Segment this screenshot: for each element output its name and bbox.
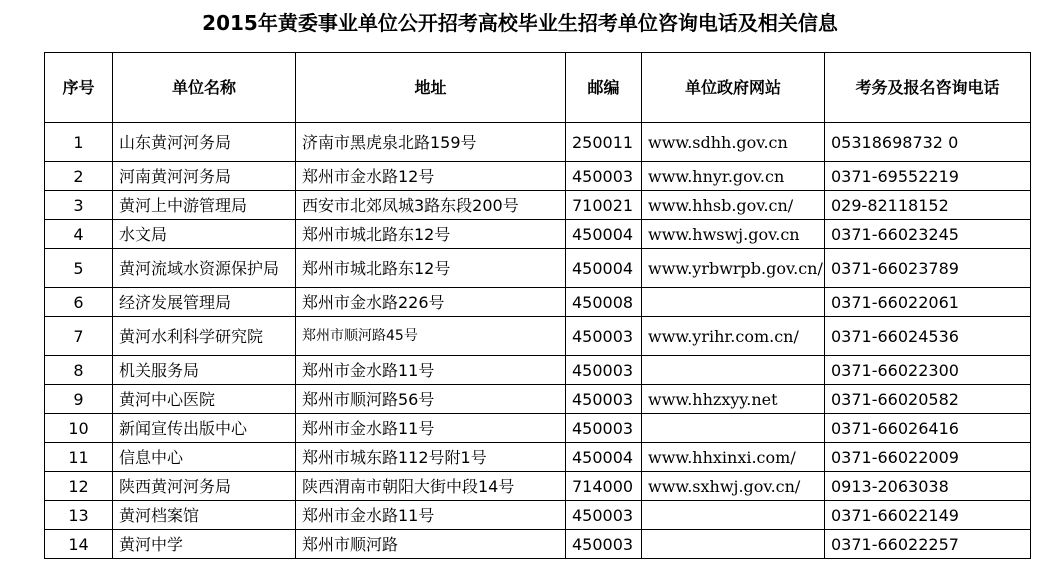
cell-index: 2 xyxy=(45,162,113,191)
table-row xyxy=(45,288,1031,317)
cell-website xyxy=(642,414,825,443)
cell-website: www.hhzxyy.net xyxy=(642,385,825,414)
cell-phone: 05318698732 0 xyxy=(825,123,1031,162)
table-row xyxy=(45,501,1031,530)
column-header-phone: 考务及报名咨询电话 xyxy=(825,53,1031,123)
cell-zip: 450003 xyxy=(566,501,642,530)
cell-unit-name: 黄河水利科学研究院 xyxy=(113,317,296,356)
cell-website: www.yrihr.com.cn/ xyxy=(642,317,825,356)
table-row xyxy=(45,162,1031,191)
cell-index: 14 xyxy=(45,530,113,559)
cell-website xyxy=(642,501,825,530)
cell-zip: 450003 xyxy=(566,530,642,559)
cell-website xyxy=(642,356,825,385)
page-title: 2015年黄委事业单位公开招考高校毕业生招考单位咨询电话及相关信息 xyxy=(202,11,838,35)
cell-website xyxy=(642,288,825,317)
cell-address: 郑州市顺河路56号 xyxy=(296,385,566,414)
cell-unit-name: 陕西黄河河务局 xyxy=(113,472,296,501)
cell-unit-name: 信息中心 xyxy=(113,443,296,472)
cell-zip: 450003 xyxy=(566,162,642,191)
cell-unit-name: 水文局 xyxy=(113,220,296,249)
table-row xyxy=(45,443,1031,472)
cell-phone: 0913-2063038 xyxy=(825,472,1031,501)
cell-zip: 710021 xyxy=(566,191,642,220)
cell-address: 郑州市城北路东12号 xyxy=(296,249,566,288)
cell-index: 3 xyxy=(45,191,113,220)
cell-phone: 0371-66023245 xyxy=(825,220,1031,249)
table-row xyxy=(45,220,1031,249)
cell-address: 济南市黑虎泉北路159号 xyxy=(296,123,566,162)
cell-index: 8 xyxy=(45,356,113,385)
cell-address: 郑州市金水路12号 xyxy=(296,162,566,191)
cell-zip: 450003 xyxy=(566,385,642,414)
cell-website: www.sdhh.gov.cn xyxy=(642,123,825,162)
cell-phone: 0371-66020582 xyxy=(825,385,1031,414)
table-row xyxy=(45,317,1031,356)
cell-address: 郑州市金水路226号 xyxy=(296,288,566,317)
cell-phone: 0371-66022061 xyxy=(825,288,1031,317)
cell-website: www.hhsb.gov.cn/ xyxy=(642,191,825,220)
cell-unit-name: 山东黄河河务局 xyxy=(113,123,296,162)
cell-index: 7 xyxy=(45,317,113,356)
cell-zip: 450003 xyxy=(566,414,642,443)
cell-unit-name: 黄河档案馆 xyxy=(113,501,296,530)
cell-unit-name: 河南黄河河务局 xyxy=(113,162,296,191)
cell-address: 郑州市顺河路 xyxy=(296,530,566,559)
cell-unit-name: 黄河上中游管理局 xyxy=(113,191,296,220)
cell-index: 6 xyxy=(45,288,113,317)
cell-address: 郑州市金水路11号 xyxy=(296,501,566,530)
cell-website: www.yrbwrpb.gov.cn/ xyxy=(642,249,825,288)
column-header-name: 单位名称 xyxy=(113,53,296,123)
cell-phone: 0371-66023789 xyxy=(825,249,1031,288)
column-header-address: 地址 xyxy=(296,53,566,123)
cell-address: 西安市北郊凤城3路东段200号 xyxy=(296,191,566,220)
cell-index: 11 xyxy=(45,443,113,472)
cell-unit-name: 新闻宣传出版中心 xyxy=(113,414,296,443)
cell-index: 9 xyxy=(45,385,113,414)
table-row xyxy=(45,249,1031,288)
cell-index: 10 xyxy=(45,414,113,443)
column-header-index: 序号 xyxy=(45,53,113,123)
cell-zip: 450003 xyxy=(566,317,642,356)
cell-address: 陕西渭南市朝阳大街中段14号 xyxy=(296,472,566,501)
column-header-zip: 邮编 xyxy=(566,53,642,123)
cell-index: 13 xyxy=(45,501,113,530)
cell-address: 郑州市金水路11号 xyxy=(296,414,566,443)
cell-zip: 250011 xyxy=(566,123,642,162)
cell-website: www.hwswj.gov.cn xyxy=(642,220,825,249)
cell-zip: 450004 xyxy=(566,443,642,472)
cell-phone: 0371-66026416 xyxy=(825,414,1031,443)
table-row xyxy=(45,530,1031,559)
cell-unit-name: 黄河流域水资源保护局 xyxy=(113,249,296,288)
table-body xyxy=(45,123,1031,559)
column-header-website: 单位政府网站 xyxy=(642,53,825,123)
cell-unit-name: 黄河中学 xyxy=(113,530,296,559)
cell-website: www.hhxinxi.com/ xyxy=(642,443,825,472)
cell-phone: 0371-66022257 xyxy=(825,530,1031,559)
cell-website: www.hnyr.gov.cn xyxy=(642,162,825,191)
cell-unit-name: 黄河中心医院 xyxy=(113,385,296,414)
cell-phone: 0371-69552219 xyxy=(825,162,1031,191)
cell-index: 5 xyxy=(45,249,113,288)
cell-phone: 0371-66022300 xyxy=(825,356,1031,385)
cell-zip: 450008 xyxy=(566,288,642,317)
table-row xyxy=(45,414,1031,443)
cell-zip: 450003 xyxy=(566,356,642,385)
cell-website: www.sxhwj.gov.cn/ xyxy=(642,472,825,501)
cell-address: 郑州市金水路11号 xyxy=(296,356,566,385)
cell-address: 郑州市城北路东12号 xyxy=(296,220,566,249)
cell-index: 1 xyxy=(45,123,113,162)
table-row xyxy=(45,472,1031,501)
cell-phone: 0371-66022149 xyxy=(825,501,1031,530)
cell-unit-name: 机关服务局 xyxy=(113,356,296,385)
cell-website xyxy=(642,530,825,559)
cell-zip: 450004 xyxy=(566,220,642,249)
table-row xyxy=(45,356,1031,385)
cell-phone: 029-82118152 xyxy=(825,191,1031,220)
cell-address: 郑州市城东路112号附1号 xyxy=(296,443,566,472)
table-row xyxy=(45,385,1031,414)
info-table xyxy=(44,52,1031,559)
cell-zip: 450004 xyxy=(566,249,642,288)
cell-unit-name: 经济发展管理局 xyxy=(113,288,296,317)
cell-index: 12 xyxy=(45,472,113,501)
cell-address: 郑州市顺河路45号 xyxy=(296,317,566,356)
cell-index: 4 xyxy=(45,220,113,249)
table-header-row xyxy=(45,53,1031,123)
cell-phone: 0371-66024536 xyxy=(825,317,1031,356)
table-row xyxy=(45,191,1031,220)
cell-phone: 0371-66022009 xyxy=(825,443,1031,472)
table-row xyxy=(45,123,1031,162)
cell-zip: 714000 xyxy=(566,472,642,501)
